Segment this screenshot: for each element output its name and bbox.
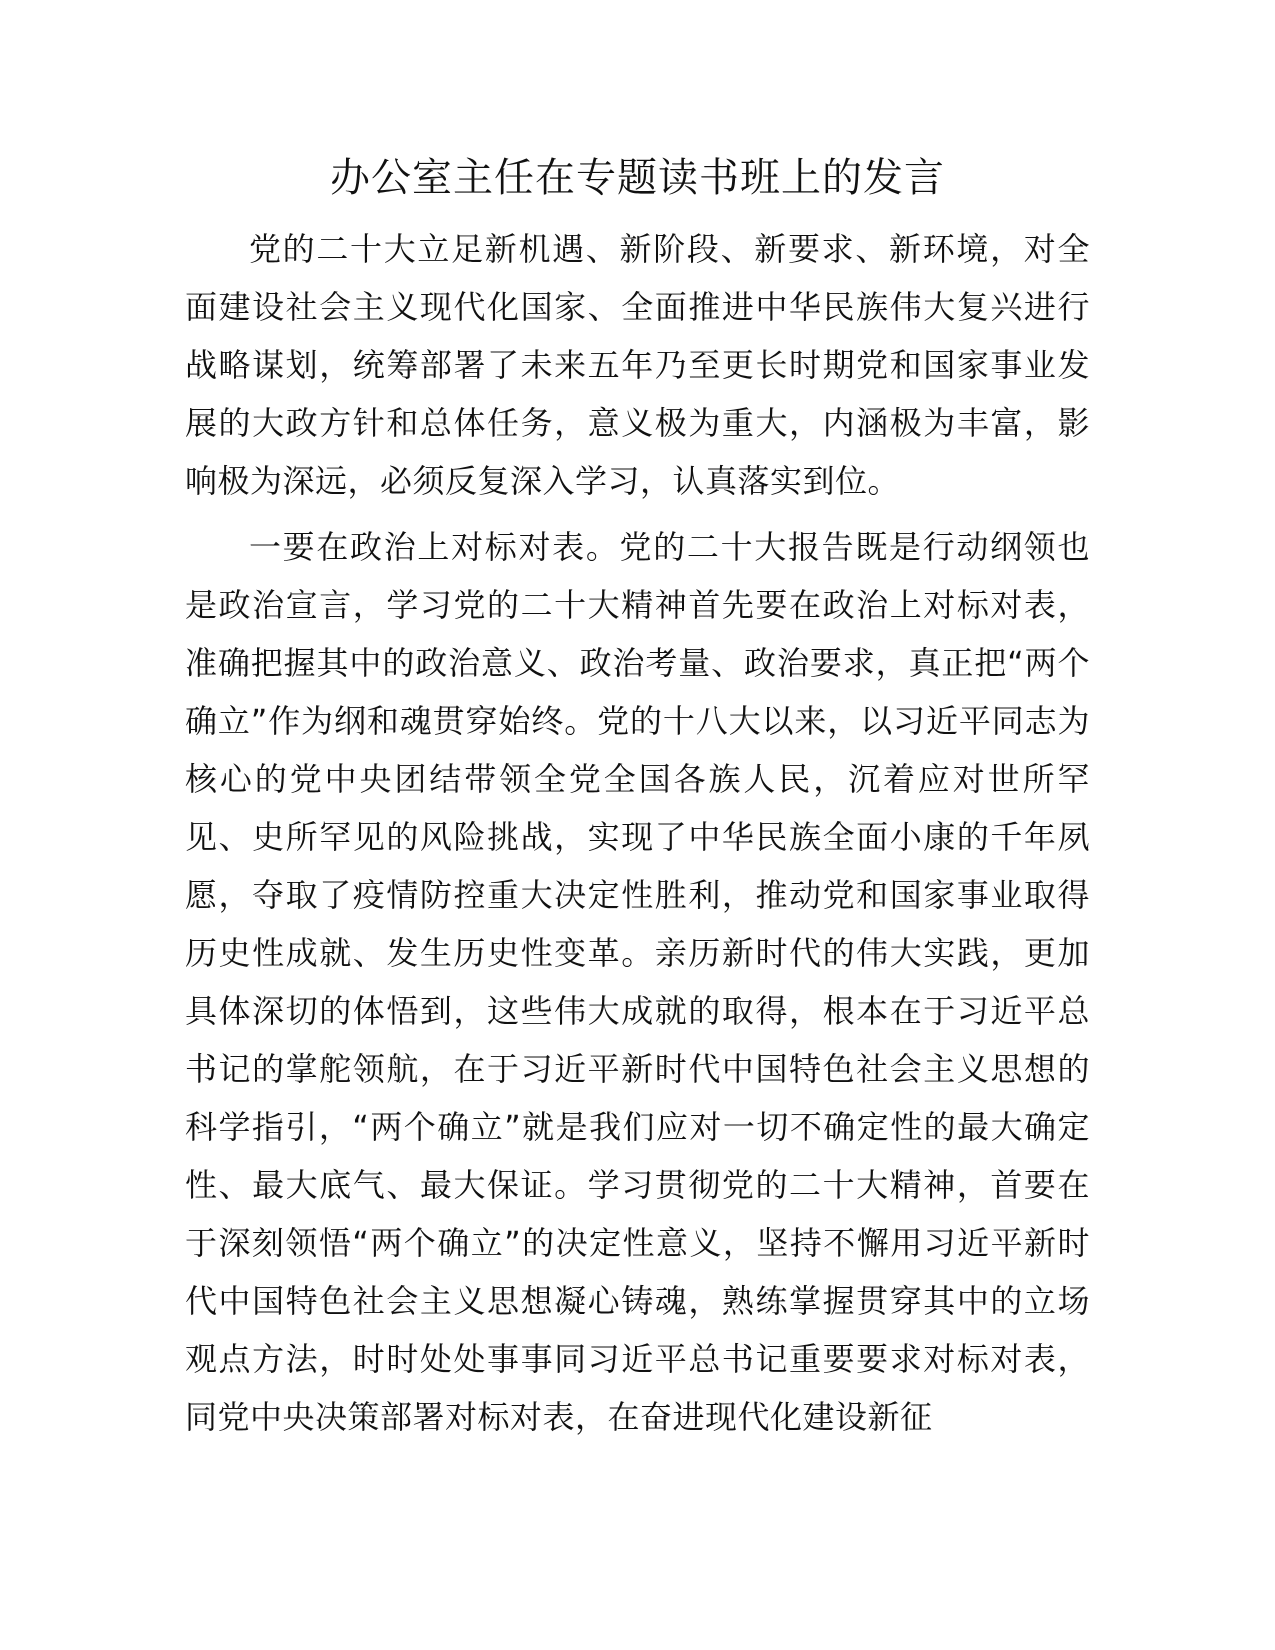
paragraph-political-alignment: 一要在政治上对标对表。党的二十大报告既是行动纲领也是政治宣言，学习党的二十大精神首先要在政治上对标对表，准确把握其中的政治意义、政治考量、政治要求，真正把“两个确立”作为纲和魂贯穿始终。党的十八大以来，以习近平同志为核心的党中央团结带领全党全国各族人民，沉着应对世所罕见、史所罕见的风险挑战，实现了中华民族全面小康的千年夙愿，夺取了疫情防控重大决定性胜利，推动党和国家事业取得历史性成就、发生历史性变革。亲历新时代的伟大实践，更加具体深切的体悟到，这些伟大成就的取得，根本在于习近平总书记的掌舵领航，在于习近平新时代中国特色社会主义思想的科学指引，“两个确立”就是我们应对一切不确定性的最大确定性、最大底气、最大保证。学习贯彻党的二十大精神，首要在于深刻领悟“两个确立”的决定性意义，坚持不懈用习近平新时代中国特色社会主义思想凝心铸魂，熟练掌握贯穿其中的立场观点方法，时时处处事事同习近平总书记重要要求对标对表，同党中央决策部署对标对表，在奋进现代化建设新征 xyxy=(185,528,1090,1436)
document-title: 办公室主任在专题读书班上的发言 xyxy=(330,155,945,201)
document-body xyxy=(185,220,1090,1454)
paragraph-intro: 党的二十大立足新机遇、新阶段、新要求、新环境，对全面建设社会主义现代化国家、全面推进中华民族伟大复兴进行战略谋划，统筹部署了未来五年乃至更长时期党和国家事业发展的大政方针和总体任务，意义极为重大，内涵极为丰富，影响极为深远，必须反复深入学习，认真落实到位。 xyxy=(185,230,1090,500)
